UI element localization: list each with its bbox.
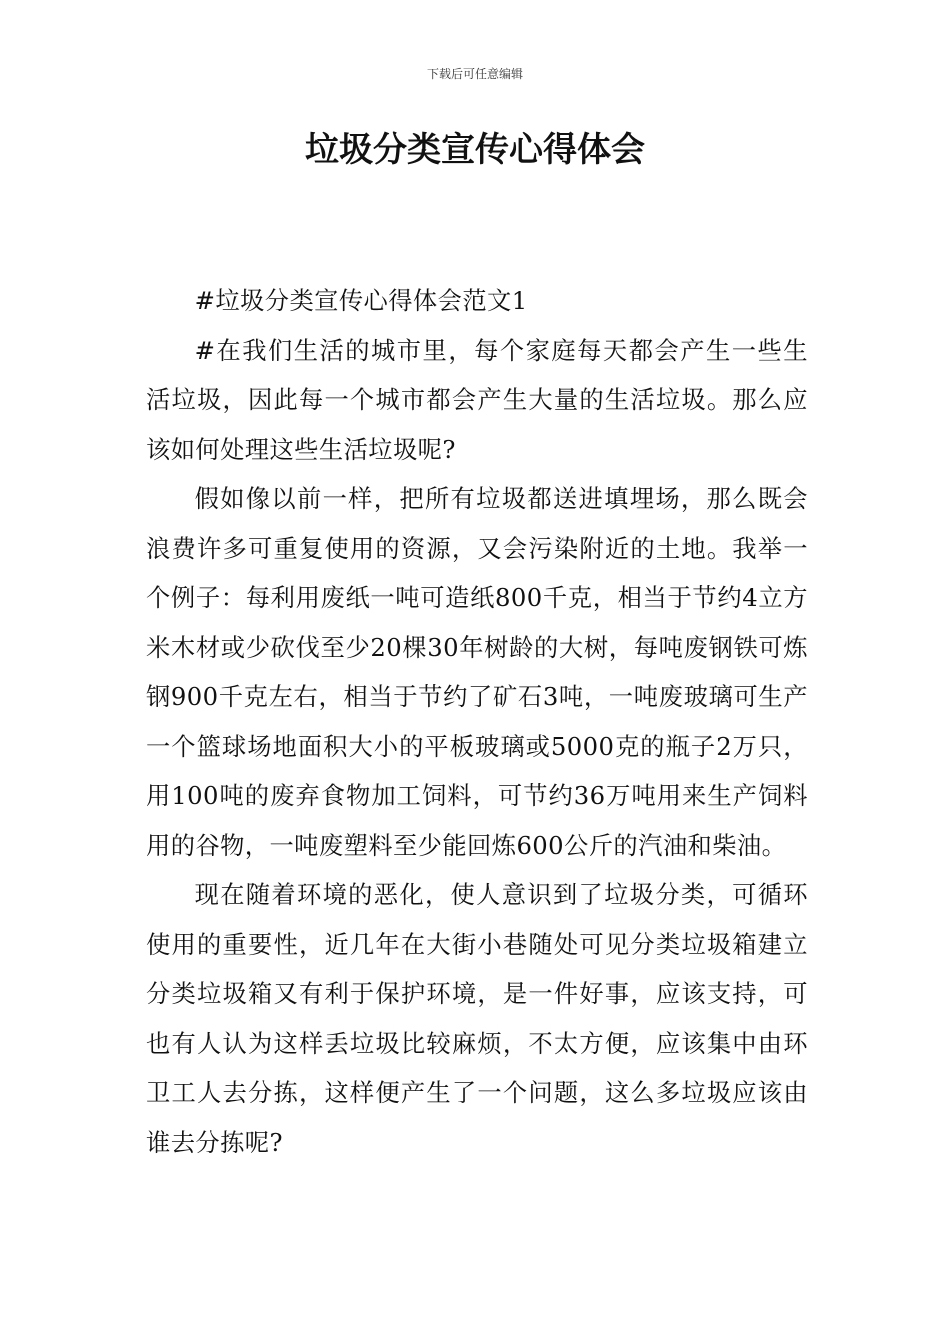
paragraph-heading: #垃圾分类宣传心得体会范文1 — [194, 286, 528, 315]
document-body — [146, 276, 808, 1167]
paragraph: #在我们生活的城市里，每个家庭每天都会产生一些生活垃圾，因此每一个城市都会产生大量的生活垃圾。那么应该如何处理这些生活垃圾呢? — [146, 335, 808, 464]
paragraph: 现在随着环境的恶化，使人意识到了垃圾分类，可循环使用的重要性，近几年在大街小巷随处可见分类垃圾箱建立分类垃圾箱又有利于保护环境，是一件好事，应该支持，可也有人认为这样丢垃圾比较麻烦，不太方便，应该集中由环卫工人去分拣，这样便产生了一个问题，这么多垃圾应该由谁去分拣呢? — [146, 880, 808, 1157]
header-note: 下载后可任意编辑 — [426, 67, 523, 81]
document-title: 垃圾分类宣传心得体会 — [305, 130, 645, 170]
paragraph: 假如像以前一样，把所有垃圾都送进填埋场，那么既会浪费许多可重复使用的资源，又会污染附近的土地。我举一个例子：每利用废纸一吨可造纸800千克，相当于节约4立方米木材或少砍伐至少20棵30年树龄的大树，每吨废钢铁可炼钢900千克左右，相当于节约了矿石3吨，一吨废玻璃可生产一个篮球场地面积大小的平板玻璃或5000克的瓶子2万只，用100吨的废弃食物加工饲料，可节约36万吨用来生产饲料用的谷物，一吨废塑料至少能回炼600公斤的汽油和柴油。 — [146, 484, 808, 860]
